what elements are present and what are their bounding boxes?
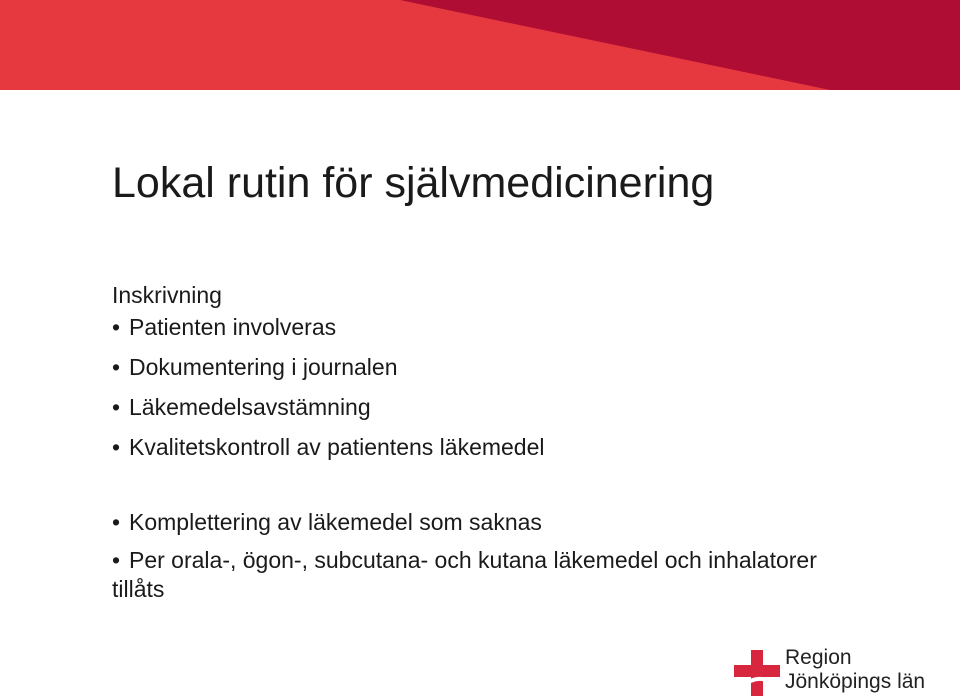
region-cross-icon [734, 650, 780, 696]
list-item-text: Komplettering av läkemedel som saknas [129, 509, 542, 535]
logo-line-region: Region [785, 646, 852, 669]
list-item-text: Dokumentering i journalen [129, 354, 398, 380]
bullet-marker: • [112, 547, 121, 573]
section-heading: Inskrivning [112, 282, 222, 308]
bullet-marker: • [112, 354, 121, 380]
bullet-marker: • [112, 314, 121, 340]
bullet-marker: • [112, 394, 121, 420]
list-item [112, 546, 832, 604]
slide-title: Lokal rutin för självmedicinering [112, 159, 715, 207]
list-item-text: Per orala-, ögon-, subcutana- och kutana läkemedel och inhalatorer tillåts [112, 547, 817, 602]
list-item [112, 508, 832, 536]
logo-line-county: Jönköpings län [785, 670, 926, 693]
list-item [112, 313, 545, 341]
bullet-marker: • [112, 434, 121, 460]
region-logo [734, 646, 954, 696]
list-item [112, 353, 545, 381]
list-item-text: Patienten involveras [129, 314, 337, 340]
list-item [112, 433, 545, 461]
list-item-text: Läkemedelsavstämning [129, 394, 371, 420]
logo-text [785, 646, 925, 694]
list-item [112, 393, 545, 421]
header-banner [0, 0, 960, 90]
bullet-list-second [112, 508, 832, 614]
list-item-text: Kvalitetskontroll av patientens läkemedel [129, 434, 545, 460]
bullet-list [112, 313, 545, 473]
bullet-marker: • [112, 509, 121, 535]
